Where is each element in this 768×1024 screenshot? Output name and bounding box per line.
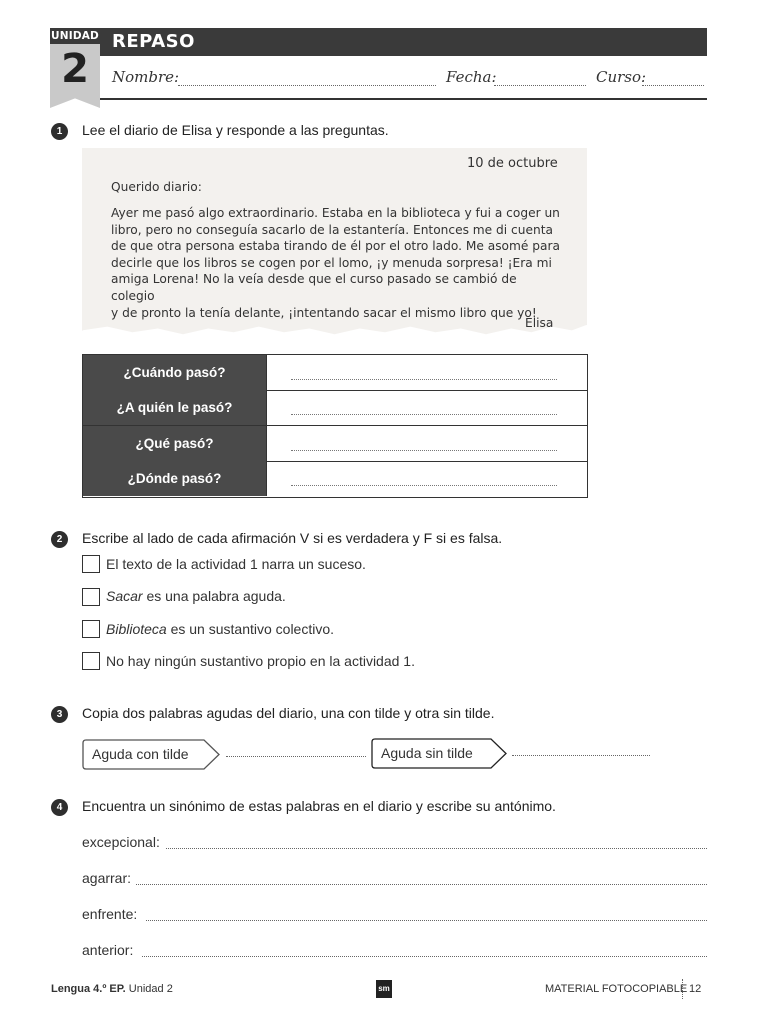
- date-label: Fecha:: [446, 68, 497, 86]
- word-answer-line[interactable]: [166, 847, 707, 849]
- question-what: ¿Qué pasó?: [83, 426, 267, 461]
- aguda-sin-tilde-label: Aguda sin tilde: [381, 745, 473, 761]
- activity-3-number: 3: [51, 706, 68, 723]
- statement-3-checkbox[interactable]: [82, 620, 100, 638]
- course-field[interactable]: [642, 84, 704, 86]
- word-label: anterior:: [82, 942, 134, 958]
- diary-line: de que otra persona estaba tirando de él por el otro lado. Me asomé para: [111, 239, 560, 254]
- answer-line[interactable]: [291, 379, 557, 380]
- diary-line: y de pronto la tenía delante, ¡intentando sacar el mismo libro que yo!: [111, 305, 537, 320]
- name-label: Nombre:: [112, 68, 180, 86]
- table-row: [83, 461, 587, 496]
- activity-4-number: 4: [51, 799, 68, 816]
- word-answer-line[interactable]: [146, 919, 707, 921]
- diary-line: decirle que los libros se cogen por el lomo, ¡y menuda sorpresa! ¡Era mi: [111, 255, 552, 270]
- word-label: excepcional:: [82, 834, 160, 850]
- diary-line: amiga Lorena! No la veía desde que el curso pasado se cambió de colegio: [111, 272, 517, 303]
- word-answer-line[interactable]: [136, 883, 707, 885]
- word-label: enfrente:: [82, 906, 138, 922]
- statement-1: El texto de la actividad 1 narra un suceso.: [106, 556, 366, 572]
- course-label: Curso:: [596, 68, 647, 86]
- table-row: [83, 426, 587, 462]
- statement-4: No hay ningún sustantivo propio en la actividad 1.: [106, 653, 415, 669]
- statement-1-checkbox[interactable]: [82, 555, 100, 573]
- activity-1-instruction: Lee el diario de Elisa y responde a las preguntas.: [82, 122, 389, 138]
- publisher-logo: sm: [376, 980, 392, 998]
- activity-2-instruction: Escribe al lado de cada afirmación V si es verdadera y F si es falsa.: [82, 530, 503, 546]
- question-who: ¿A quién le pasó?: [83, 390, 267, 425]
- activity-4-instruction: Encuentra un sinónimo de estas palabras en el diario y escribe su antónimo.: [82, 798, 556, 814]
- unit-number: 2: [61, 46, 89, 92]
- aguda-con-tilde-box: [82, 739, 222, 769]
- word-answer-line[interactable]: [142, 955, 707, 957]
- activity-1-number: 1: [51, 123, 68, 140]
- diary-date: 10 de octubre: [467, 156, 558, 171]
- aguda-sin-tilde-box: [371, 738, 511, 768]
- footer-material: MATERIAL FOTOCOPIABLE: [545, 983, 688, 995]
- activity-2-number: 2: [51, 531, 68, 548]
- page-number: 12: [689, 983, 702, 995]
- diary-body: [111, 205, 561, 321]
- diary-signature: Elisa: [525, 316, 554, 330]
- statement-2: Sacar es una palabra aguda.: [106, 588, 286, 604]
- answer-line[interactable]: [291, 485, 557, 486]
- statement-3: Biblioteca es un sustantivo colectivo.: [106, 621, 335, 637]
- answer-line[interactable]: [291, 414, 557, 415]
- diary-line: libro, pero no conseguía sacarlo de la estantería. Entonces me di cuenta: [111, 222, 553, 237]
- word-label: agarrar:: [82, 870, 132, 886]
- footer-divider: [682, 979, 683, 999]
- diary-greeting: Querido diario:: [111, 180, 202, 194]
- date-field[interactable]: [494, 84, 586, 86]
- diary-line: Ayer me pasó algo extraordinario. Estaba en la biblioteca y fui a coger un: [111, 206, 560, 220]
- statement-4-checkbox[interactable]: [82, 652, 100, 670]
- page-title: REPASO: [112, 31, 195, 52]
- aguda-con-tilde-answer[interactable]: [226, 755, 366, 757]
- answer-line[interactable]: [291, 450, 557, 451]
- aguda-con-tilde-label: Aguda con tilde: [92, 746, 189, 762]
- aguda-sin-tilde-answer[interactable]: [512, 754, 650, 756]
- statement-2-checkbox[interactable]: [82, 588, 100, 606]
- question-when: ¿Cuándo pasó?: [83, 355, 267, 390]
- questions-table: [82, 354, 588, 498]
- table-row: [83, 390, 587, 426]
- name-field[interactable]: [178, 84, 436, 86]
- header-divider: [100, 98, 707, 100]
- activity-3-instruction: Copia dos palabras agudas del diario, una con tilde y otra sin tilde.: [82, 705, 495, 721]
- footer-subject: Lengua 4.º EP. Unidad 2: [51, 983, 173, 995]
- table-row: [83, 355, 587, 391]
- unit-label: UNIDAD: [51, 30, 99, 42]
- question-where: ¿Dónde pasó?: [83, 461, 267, 496]
